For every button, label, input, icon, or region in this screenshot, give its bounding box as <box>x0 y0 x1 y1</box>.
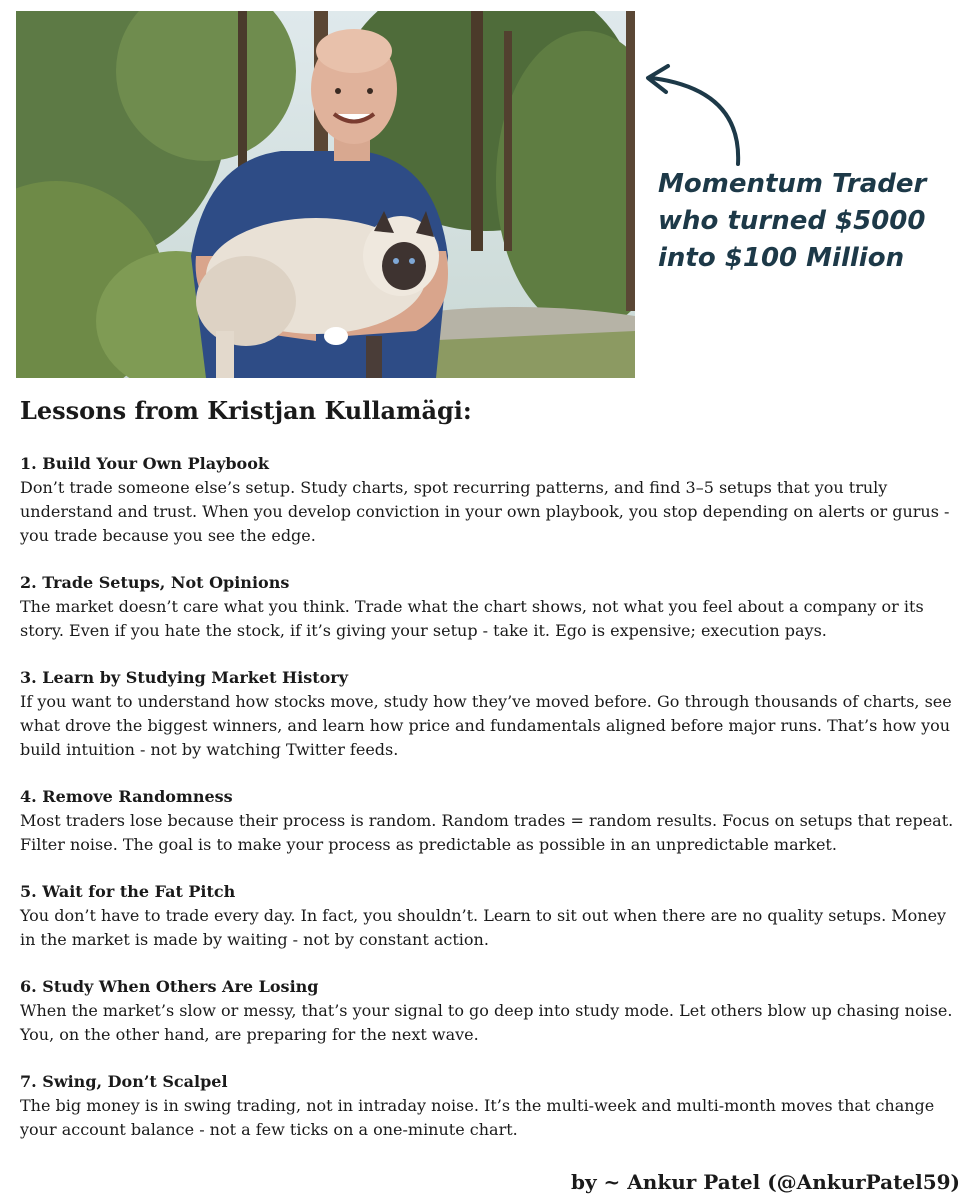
lesson-title: 6. Study When Others Are Losing <box>20 977 319 996</box>
list-item <box>20 880 956 952</box>
lesson-title: 2. Trade Setups, Not Opinions <box>20 573 290 592</box>
page-title: Lessons from Kristjan Kullamägi: <box>20 396 472 425</box>
author-byline: by ~ Ankur Patel (@AnkurPatel59) <box>570 1170 960 1194</box>
lesson-title: 5. Wait for the Fat Pitch <box>20 882 236 901</box>
hero-photo <box>16 11 635 378</box>
list-item <box>20 666 956 762</box>
tagline-line: who turned $5000 <box>658 206 926 236</box>
lesson-title: 7. Swing, Don’t Scalpel <box>20 1072 228 1091</box>
list-item <box>20 785 956 857</box>
list-item <box>20 975 956 1047</box>
lesson-title: 3. Learn by Studying Market History <box>20 668 349 687</box>
lesson-title: 1. Build Your Own Playbook <box>20 454 269 473</box>
lesson-body: You don’t have to trade every day. In fact, you shouldn’t. Learn to sit out when there are no quality setups. Money in the market is made by waiting - not by constant action. <box>20 906 947 949</box>
tagline-line: into $100 Million <box>658 243 905 273</box>
person-holding-cat-photo-icon <box>16 11 635 378</box>
list-item <box>20 1070 956 1142</box>
lesson-body: Don’t trade someone else’s setup. Study charts, spot recurring patterns, and find 3–5 setups that you truly understand and trust. When you develop conviction in your own playbook, you stop depending on alerts or gurus - you trade because you see the edge. <box>20 478 950 545</box>
curved-arrow-icon <box>640 60 750 170</box>
lesson-body: If you want to understand how stocks move, study how they’ve moved before. Go through thousands of charts, see what drove the biggest winners, and learn how price and fundamentals aligned before major runs. That’s how you build intuition - not by watching Twitter feeds. <box>20 692 952 759</box>
tagline <box>658 166 958 277</box>
lesson-body: The big money is in swing trading, not in intraday noise. It’s the multi-week and multi-month moves that change your account balance - not a few ticks on a one-minute chart. <box>20 1096 935 1139</box>
lesson-body: When the market’s slow or messy, that’s your signal to go deep into study mode. Let others blow up chasing noise. You, on the other hand, are preparing for the next wave. <box>20 1001 953 1044</box>
tagline-line: Momentum Trader <box>658 169 927 199</box>
lesson-body: The market doesn’t care what you think. Trade what the chart shows, not what you feel about a company or its story. Even if you hate the stock, if it’s giving your setup - take it. Ego is expensive; execution pays. <box>20 597 924 640</box>
list-item <box>20 571 956 643</box>
lesson-title: 4. Remove Randomness <box>20 787 233 806</box>
lessons-list <box>20 452 956 1165</box>
lesson-body: Most traders lose because their process is random. Random trades = random results. Focus on setups that repeat. Filter noise. The goal is to make your process as predictable as possible in an unpredictable market. <box>20 811 954 854</box>
list-item <box>20 452 956 548</box>
